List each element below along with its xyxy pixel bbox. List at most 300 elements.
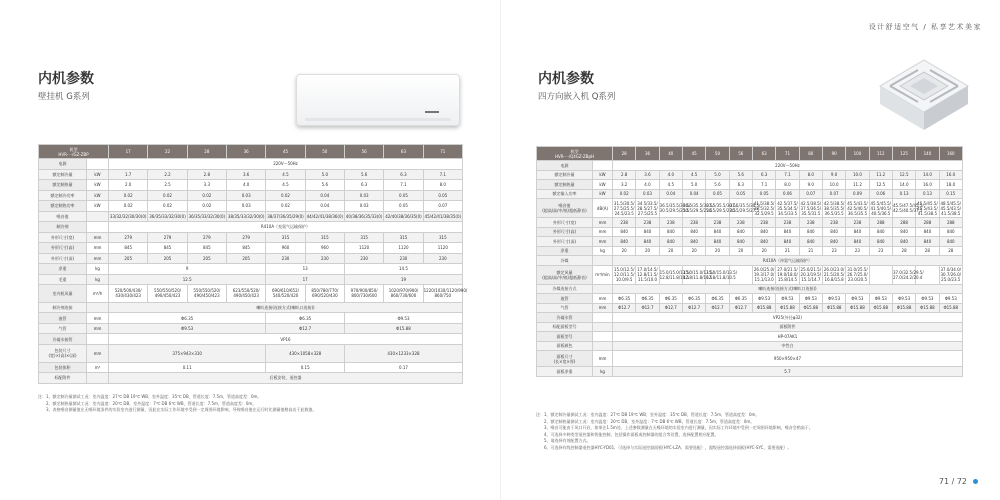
table-cell: 包装体积 (39, 362, 87, 373)
table-cell: 0.03 (227, 190, 266, 201)
table-cell: 40/38/36/35/33(0) (344, 211, 383, 222)
table-cell: 4.5 (266, 169, 305, 180)
table-cell: 63 (752, 147, 775, 161)
table-cell: 0.15 (939, 189, 962, 199)
table-cell: 额定制冷量 (39, 169, 87, 180)
table-cell: 8.0 (799, 170, 822, 180)
table-cell: 37.5/35.5/30.5/ 30.5/29.5/27.5 (729, 199, 752, 218)
table-cell: HP-07AK1 (613, 332, 963, 342)
table-cell: 71 (776, 147, 799, 161)
table-cell: kW (593, 170, 613, 180)
table-cell: 1.7 (109, 169, 148, 180)
table-cell: 80 (799, 147, 822, 161)
table-cell: 16.0 (939, 170, 962, 180)
right-notes (536, 412, 962, 451)
table-cell: 238 (659, 218, 682, 228)
table-cell: 40 (659, 147, 682, 161)
table-cell: 11.2 (869, 170, 892, 180)
table-cell: 840 (613, 237, 636, 247)
table-cell: 气管 (537, 303, 593, 313)
table-cell (593, 341, 613, 351)
table-cell: 0.05 (384, 190, 423, 201)
table-cell: 20 (659, 246, 682, 256)
table-cell (593, 161, 613, 171)
table-row (537, 303, 963, 313)
table-row (537, 367, 963, 377)
table-cell: 14.0 (916, 170, 939, 180)
table-cell: mm (593, 237, 613, 247)
table-cell (593, 322, 613, 332)
table-cell: 160 (939, 147, 962, 161)
table-row (39, 222, 463, 233)
table-cell: 机型 HVR-一/Q4GZ-ZBpH (537, 147, 613, 161)
table-cell: 279 (109, 232, 148, 243)
table-cell: 0.05 (729, 189, 752, 199)
table-cell: 0.05 (423, 190, 462, 201)
table-cell: 288 (916, 218, 939, 228)
table-cell: 36.5/35.5/30.5/ 30.5/29.5/25.5 (682, 199, 705, 218)
table-cell: 45.5/43.5/ 42.5/40.5/ 36.5/35.5 (847, 200, 868, 216)
table-row (537, 218, 963, 228)
table-cell: 19 (344, 274, 462, 285)
table-cell: 45 (266, 145, 305, 159)
table-cell: 230 (344, 253, 383, 264)
right-spec-table (536, 146, 963, 377)
table-cell: 2.2 (148, 169, 187, 180)
table-cell: 0.15 (266, 362, 345, 373)
table-cell: Φ6.35 (109, 313, 266, 324)
unit-brand-logo (425, 111, 439, 113)
table-cell: 额定制热量 (537, 180, 593, 190)
table-cell: 液管 (537, 294, 593, 304)
table-cell: 970/900/850/ 800/730/600 (344, 285, 383, 303)
table-cell: 45.5/45.5/ 41.5/40.5/ 40.5/36.5 (870, 200, 892, 216)
table-cell: 840 (752, 237, 775, 247)
table-row (537, 265, 963, 284)
table-cell: 12.5 (892, 170, 915, 180)
table-cell: Φ15.88 (869, 303, 892, 313)
table-cell: 850/780/770/ 690/520/430 (305, 285, 344, 303)
table-row (537, 332, 963, 342)
table-cell: Φ6.35 (706, 294, 729, 304)
table-cell: 36 (636, 147, 659, 161)
note-line: 3、表格噪音测量值在无噪环境条件的实验室内进行测量，因此在实际工作环境中受到一定周围环境影响，导致噪音值在运行时比测量值稍高出于此数值。 (38, 407, 317, 412)
table-cell (593, 256, 613, 266)
table-cell: 面板附件 (613, 322, 963, 332)
table-cell: 205 (187, 253, 226, 264)
table-cell: 28 (187, 145, 226, 159)
table-cell: 23 (846, 246, 869, 256)
table-cell: 外形尺寸(高) (39, 243, 87, 254)
table-cell: 6.3 (344, 180, 383, 191)
table-cell: 17 (266, 274, 345, 285)
table-cell: 17 (109, 145, 148, 159)
table-cell (87, 222, 109, 233)
table-cell: 后板安装，遥控器 (109, 373, 463, 384)
table-cell: 45.5/45.5/ 45.5/43.5/ 41.5/38.5 (917, 200, 938, 216)
table-cell: 15.0/15.0/13.5/ 12.8/11.8/10.5 (659, 265, 682, 284)
table-cell: 37.5/35.5/30.5/ 30.5/29.5/27.5 (706, 199, 729, 218)
table-cell: 22 (148, 145, 187, 159)
table-cell (87, 373, 109, 384)
table-cell: 230 (384, 253, 423, 264)
table-cell: 23 (869, 246, 892, 256)
table-row (39, 274, 463, 285)
table-cell: 噪音值 (超高/高/中/低/超低静音) (537, 199, 593, 218)
table-cell: 0.04 (682, 189, 705, 199)
table-row (39, 159, 463, 170)
table-cell: 0.05 (706, 189, 729, 199)
table-row (537, 284, 963, 294)
table-cell: 外形尺寸(高) (537, 227, 593, 237)
table-cell: 840 (729, 237, 752, 247)
table-cell: 电源 (39, 159, 87, 170)
table-cell: 15.0/15.0/13.5/ 12.8/11.8/10.5 (682, 265, 705, 284)
table-cell: 48.5/45.5/ 45.5/43.5/ 41.5/38.5 (940, 200, 962, 216)
table-cell: 制冷剂连接 (39, 302, 87, 313)
table-row (39, 334, 463, 345)
table-cell: 额定制冷功率 (39, 190, 87, 201)
table-cell: 28 (916, 246, 939, 256)
note-line: 注：1、额定制冷量测试工况：室内温度：27℃ DB 19℃ WB，室外温度：35℃ DB，管道长度：7.5m，管道高度差：0m。 (536, 412, 760, 417)
table-cell: 845 (109, 243, 148, 254)
table-cell: 4.0 (227, 180, 266, 191)
table-cell: 20 (752, 246, 775, 256)
table-cell: 2.8 (613, 170, 636, 180)
table-cell: mm (87, 344, 109, 362)
table-cell: 5.6 (729, 170, 752, 180)
table-cell: 42/40/38/36/35(0) (384, 211, 423, 222)
table-cell: 0.11 (109, 362, 266, 373)
table-cell: 26.0/23.0/ 21.5/20.5/ 16.8/15.8 (823, 267, 845, 282)
table-row (537, 322, 963, 332)
table-cell: 额定风量 (超高/高/中/低/超低静音) (537, 265, 593, 284)
table-cell: 6.3 (752, 170, 775, 180)
table-cell: 550/550/520/ 490/450/423 (148, 285, 187, 303)
table-cell: 840 (706, 227, 729, 237)
table-cell: 315 (423, 232, 462, 243)
table-cell: 外形尺寸(宽) (537, 218, 593, 228)
table-cell: 315 (305, 232, 344, 243)
table-cell: 21 (799, 246, 822, 256)
table-cell: 840 (799, 227, 822, 237)
table-row (39, 232, 463, 243)
table-cell: 840 (706, 237, 729, 247)
table-row (39, 190, 463, 201)
table-cell: 112 (869, 147, 892, 161)
table-cell: 0.02 (266, 190, 305, 201)
table-row (537, 237, 963, 247)
table-cell: 31.5/30.5/ 27.5/25.5/ 24.5/23.5 (613, 200, 635, 216)
table-cell: 220V～50Hz (613, 161, 963, 171)
table-cell: 面板净重 (537, 367, 593, 377)
table-cell: 50 (706, 147, 729, 161)
table-cell: Φ6.35 (636, 294, 659, 304)
table-cell: Φ6.35 (266, 313, 345, 324)
table-cell: 4.5 (659, 180, 682, 190)
table-cell: 840 (729, 227, 752, 237)
table-cell: 1120 (344, 243, 383, 254)
table-cell: 238 (799, 218, 822, 228)
table-cell: 0.02 (148, 201, 187, 212)
table-cell: 15.0/12.5/ 12.0/11.5/ 10.0/9.5 (613, 267, 635, 282)
table-cell: 690/610/652/ 540/520/420 (266, 285, 305, 303)
table-cell: 20 (729, 246, 752, 256)
table-cell: 机型 HVR-一/GZ-ZBP (39, 145, 109, 159)
table-cell: 45 (682, 147, 705, 161)
table-cell: Φ9.53 (846, 294, 869, 304)
table-cell: 2.5 (148, 180, 187, 191)
table-cell: Φ12.7 (266, 323, 345, 334)
table-cell: 279 (227, 232, 266, 243)
table-cell: 8.0 (423, 180, 462, 191)
table-cell (87, 302, 109, 313)
table-cell: 38/37/36/35/29(0) (266, 211, 305, 222)
table-cell: kW (87, 180, 109, 191)
left-page-subtitle: 壁挂机 G系列 (38, 92, 90, 102)
table-cell: 288 (939, 218, 962, 228)
table-cell: 840 (892, 227, 915, 237)
table-cell: 外形尺寸(深) (39, 253, 87, 264)
table-cell: 16.0 (916, 180, 939, 190)
table-cell: 0.02 (148, 190, 187, 201)
table-cell: 45.5/47.5/45.5/ 42.5/40.5/37.5 (892, 199, 915, 218)
table-cell: 37.0/34.0/ 30.7/26.0/ 25.0/23.5 (940, 267, 962, 282)
table-cell: 5.6 (706, 180, 729, 190)
table-cell: 额定制热量 (39, 180, 87, 191)
table-cell: 3.6 (227, 169, 266, 180)
table-cell: 0.13 (916, 189, 939, 199)
table-header-row (39, 145, 463, 159)
table-cell: 外形尺寸(宽) (39, 232, 87, 243)
table-cell: 840 (636, 237, 659, 247)
table-cell (869, 265, 892, 284)
table-cell: 845 (227, 243, 266, 254)
table-cell: 41.5/38.5/ 38.5/32.5/ 32.5/29.5 (753, 200, 775, 216)
table-cell: 840 (659, 237, 682, 247)
table-cell: Φ12.7 (706, 303, 729, 313)
table-cell: 20 (682, 246, 705, 256)
table-cell: Φ9.53 (822, 294, 845, 304)
table-cell: mm (593, 218, 613, 228)
table-cell: 20 (613, 246, 636, 256)
table-cell: 840 (822, 227, 845, 237)
table-cell: mm (87, 323, 109, 334)
table-cell: 0.17 (344, 362, 462, 373)
table-cell: Φ9.53 (799, 294, 822, 304)
table-cell: 净重 (537, 246, 593, 256)
table-cell: 840 (613, 227, 636, 237)
table-cell: 17.0/14.5/ 12.8/11.5/ 11.5/10.0 (637, 267, 658, 282)
table-cell (593, 284, 613, 294)
cassette-unit-image (878, 56, 970, 138)
table-cell: 220V～50Hz (109, 159, 463, 170)
table-cell: 额定制热功率 (39, 201, 87, 212)
table-row (537, 351, 963, 367)
page-number-text: 71 / 72 (938, 477, 967, 486)
table-cell: Φ6.35 (613, 294, 636, 304)
table-cell: kW (87, 190, 109, 201)
table-row (39, 344, 463, 362)
table-cell: 840 (776, 227, 799, 237)
table-cell: 4.0 (636, 180, 659, 190)
table-cell: 44/42/41/38/36(0) (305, 211, 344, 222)
table-cell: 840 (892, 237, 915, 247)
table-cell: 4.5 (266, 180, 305, 191)
table-cell: 100 (846, 147, 869, 161)
table-cell: 14.0 (892, 180, 915, 190)
table-cell: 42.5/37.5/ 35.5/34.5/ 34.5/33.5 (777, 200, 798, 216)
table-cell: R410A（冲氮气运输保护） (613, 256, 963, 266)
table-cell: 45/42/41/38/35(0) (423, 211, 462, 222)
table-cell: 11.2 (846, 180, 869, 190)
table-cell: 33/32/32/30/30(0) (109, 211, 148, 222)
table-cell: m³/min (593, 265, 613, 284)
table-cell: Φ9.53 (916, 294, 939, 304)
table-cell: 3.3 (187, 180, 226, 191)
table-cell: 中性白 (613, 341, 963, 351)
table-cell: 42.5/38.5/ 37.5/36.5/ 35.5/31.5 (800, 200, 822, 216)
table-cell: Φ6.35 (729, 294, 752, 304)
unit-vent (305, 118, 451, 121)
table-cell: 面板型号 (537, 332, 593, 342)
note-line: 注：1、额定制冷量测试工况：室内温度：27℃ DB 19℃ WB，室外温度：35℃ DB，管道长度：7.5m，管道高度差：0m。 (38, 394, 262, 399)
table-cell: 840 (916, 227, 939, 237)
table-cell: 56 (729, 147, 752, 161)
page-dot-icon (973, 479, 978, 484)
table-row (39, 211, 463, 222)
table-cell: Φ9.53 (776, 294, 799, 304)
table-cell: 25.0/21.5/ 20.3/19.5/ 15.1/14.7 (800, 267, 822, 282)
table-cell: kg (593, 367, 613, 377)
table-cell: mm (593, 351, 613, 367)
table-cell: 845 (148, 243, 187, 254)
table-cell: 冷媒连接方式 (537, 284, 593, 294)
table-cell: 制冷剂 (39, 222, 87, 233)
tagline: 设计舒适空气 / 私享艺术美家 (868, 23, 982, 31)
table-cell: 噪音值 (39, 211, 87, 222)
table-cell: Φ15.88 (892, 303, 915, 313)
table-header-row (537, 147, 963, 161)
table-row (39, 264, 463, 275)
wall-mounted-unit-image (296, 74, 460, 126)
table-cell: 0.02 (266, 201, 305, 212)
table-cell: 0.05 (384, 201, 423, 212)
table-cell: 840 (776, 237, 799, 247)
table-cell: 包装尺寸 (宽)×(高)×(深) (39, 344, 87, 362)
table-cell: 0.09 (846, 189, 869, 199)
table-cell: 375×943×310 (109, 344, 266, 362)
table-cell: 230 (305, 253, 344, 264)
table-cell: 8.0 (776, 180, 799, 190)
table-cell: 140 (916, 147, 939, 161)
table-cell: 550/550/520/ 490/450/423 (187, 285, 226, 303)
table-cell: 230 (423, 253, 462, 264)
table-cell: 0.04 (659, 189, 682, 199)
table-cell (87, 159, 109, 170)
table-cell: VP16 (109, 334, 463, 345)
table-cell: 0.04 (305, 201, 344, 212)
table-cell: 960 (266, 243, 305, 254)
table-row (39, 373, 463, 384)
table-cell: 标配附件 (39, 373, 87, 384)
table-cell: 喇叭连接(连接方式(喇叭口连接)) (613, 284, 963, 294)
table-cell: dB(A) (593, 199, 613, 218)
table-cell: 23 (822, 246, 845, 256)
table-row (39, 313, 463, 324)
table-cell: 1220/1030/1120/990/ 860/750 (423, 285, 462, 303)
table-cell: 20 (636, 246, 659, 256)
table-cell: Φ9.53 (109, 323, 266, 334)
page-divider (500, 0, 501, 500)
table-cell: kW (593, 189, 613, 199)
table-cell: 喇叭连接(连接方式(喇叭口连接)) (109, 302, 463, 313)
note-line: 5、请选择有效配置方式。 (536, 438, 591, 443)
table-cell: 0.04 (305, 190, 344, 201)
table-cell: 288 (892, 218, 915, 228)
table-cell: Φ15.88 (846, 303, 869, 313)
note-line: 2、额定制热量测试工况：室内温度：20℃ DB，室外温度：7℃ DB 6℃ WB，管道长度：7.5m，管道高度差：0m。 (536, 418, 755, 424)
table-cell: 标配面板型号 (537, 322, 593, 332)
table-cell: 5.0 (706, 170, 729, 180)
table-cell: 71 (423, 145, 462, 159)
table-cell: 840 (916, 237, 939, 247)
table-cell: 845 (187, 243, 226, 254)
table-cell: 840 (752, 227, 775, 237)
table-cell: 238 (682, 218, 705, 228)
table-cell: 冷凝水管 (537, 313, 593, 323)
table-cell: 315 (344, 232, 383, 243)
table-cell: 840 (846, 237, 869, 247)
table-cell: 238 (636, 218, 659, 228)
table-cell: 10.0 (846, 170, 869, 180)
table-cell: 238 (752, 218, 775, 228)
table-cell: 315 (266, 232, 305, 243)
table-cell: 840 (846, 227, 869, 237)
table-cell: 26.0/25.0/ 19.3/17.0/ 15.1/13.0 (753, 267, 775, 282)
table-cell: 56 (344, 145, 383, 159)
table-cell: Φ12.7 (729, 303, 752, 313)
table-cell: 1120 (384, 243, 423, 254)
table-row (537, 341, 963, 351)
table-cell: 室内机风量 (39, 285, 87, 303)
table-cell: 27.0/21.5/ 19.0/18.0/ 15.8/14.5 (777, 267, 798, 282)
left-spec-table (38, 144, 468, 384)
table-row (39, 253, 463, 264)
table-cell: 5.6 (305, 180, 344, 191)
note-line: 6、可选择有线控制器遥控器HYC-YD01，可选择与实际遥控器面板(HYC-LZA，需要选配），超级遥控器选择面板(HYC-SYC，需要选配）。 (536, 444, 792, 450)
table-cell: 0.02 (109, 190, 148, 201)
table-cell: 额定制冷量 (537, 170, 593, 180)
table-cell: Φ9.53 (752, 294, 775, 304)
table-cell: 6.3 (384, 169, 423, 180)
table-cell: Φ6.35 (659, 294, 682, 304)
table-row (537, 246, 963, 256)
table-cell: 毛重 (39, 274, 87, 285)
table-cell: 0.03 (227, 201, 266, 212)
table-cell: 外形尺寸(深) (537, 237, 593, 247)
table-cell: 50 (305, 145, 344, 159)
table-cell: 840 (869, 237, 892, 247)
table-cell: 4.5 (682, 170, 705, 180)
table-cell: 0.05 (752, 189, 775, 199)
table-cell: 1020/970/900/ 860/730/600 (384, 285, 423, 303)
table-cell: 42.5/38.5/ 38.5/35.5/ 36.5/35.5 (823, 200, 845, 216)
table-row (39, 180, 463, 191)
table-cell: 14.5 (344, 264, 462, 275)
table-row (39, 201, 463, 212)
table-cell: m³ (87, 362, 109, 373)
